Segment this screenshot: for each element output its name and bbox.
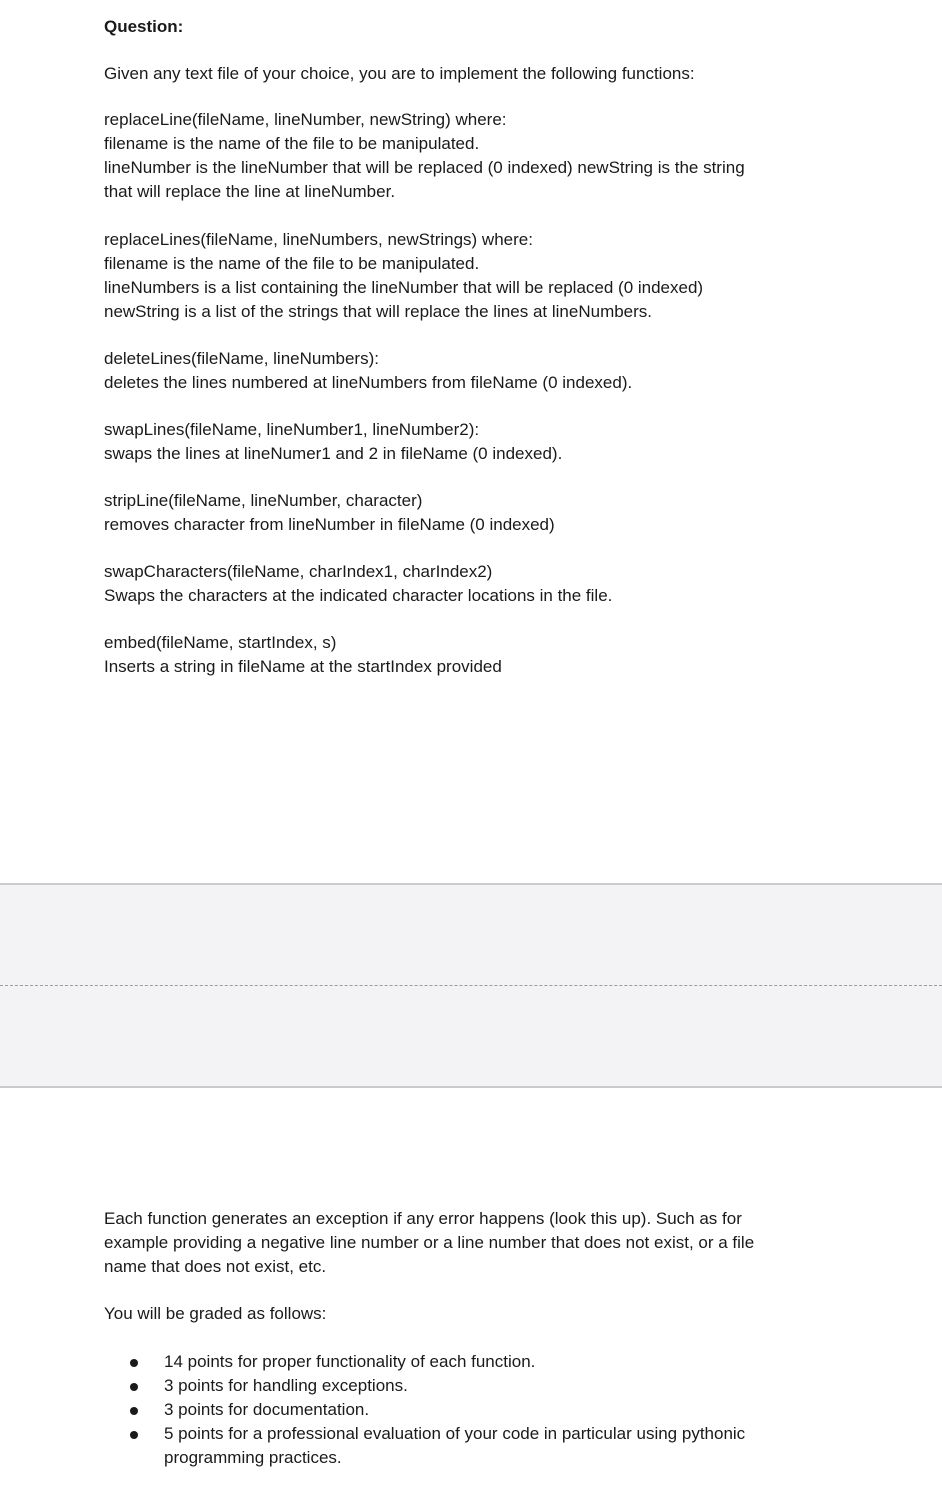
question-heading: Question:: [104, 17, 184, 36]
function-swaplines-signature: swapLines(fileName, lineNumber1, lineNumber2):: [104, 420, 480, 439]
exceptions-paragraph-line: Each function generates an exception if any error happens (look this up). Such as for: [104, 1209, 742, 1228]
exceptions-paragraph-line: name that does not exist, etc.: [104, 1257, 327, 1276]
function-embed-signature: embed(fileName, startIndex, s): [104, 633, 337, 652]
bullet-icon: [130, 1407, 138, 1415]
grading-item: 3 points for documentation.: [164, 1400, 370, 1419]
function-description-line: lineNumbers is a list containing the lineNumber that will be replaced (0 indexed): [104, 278, 704, 297]
grading-intro: You will be graded as follows:: [104, 1304, 327, 1323]
function-description-line: swaps the lines at lineNumer1 and 2 in fileName (0 indexed).: [104, 444, 563, 463]
function-swapcharacters-signature: swapCharacters(fileName, charIndex1, charIndex2): [104, 562, 493, 581]
exceptions-paragraph-line: example providing a negative line number or a line number that does not exist, or a file: [104, 1233, 755, 1252]
page-break-divider: [0, 985, 942, 986]
grading-item: 3 points for handling exceptions.: [164, 1376, 408, 1395]
bullet-icon: [130, 1431, 138, 1439]
function-description-line: filename is the name of the file to be manipulated.: [104, 134, 480, 153]
grading-item: 5 points for a professional evaluation of your code in particular using pythonic: [164, 1424, 746, 1443]
page-break: [0, 883, 942, 1088]
function-description-line: removes character from lineNumber in fileName (0 indexed): [104, 515, 555, 534]
function-replaceline-signature: replaceLine(fileName, lineNumber, newString) where:: [104, 110, 507, 129]
intro-text: Given any text file of your choice, you are to implement the following functions:: [104, 64, 695, 83]
bullet-icon: [130, 1359, 138, 1367]
function-description-line: Inserts a string in fileName at the startIndex provided: [104, 657, 502, 676]
function-description-line: that will replace the line at lineNumber.: [104, 182, 396, 201]
function-description-line: filename is the name of the file to be manipulated.: [104, 254, 480, 273]
function-description-line: Swaps the characters at the indicated character locations in the file.: [104, 586, 613, 605]
bullet-icon: [130, 1383, 138, 1391]
function-description-line: deletes the lines numbered at lineNumbers from fileName (0 indexed).: [104, 373, 633, 392]
grading-item: 14 points for proper functionality of each function.: [164, 1352, 536, 1371]
grading-item-continuation: programming practices.: [164, 1448, 342, 1467]
function-description-line: lineNumber is the lineNumber that will be replaced (0 indexed) newString is the string: [104, 158, 745, 177]
function-description-line: newString is a list of the strings that will replace the lines at lineNumbers.: [104, 302, 653, 321]
function-deletelines-signature: deleteLines(fileName, lineNumbers):: [104, 349, 379, 368]
function-replacelines-signature: replaceLines(fileName, lineNumbers, newStrings) where:: [104, 230, 533, 249]
function-stripline-signature: stripLine(fileName, lineNumber, character): [104, 491, 423, 510]
